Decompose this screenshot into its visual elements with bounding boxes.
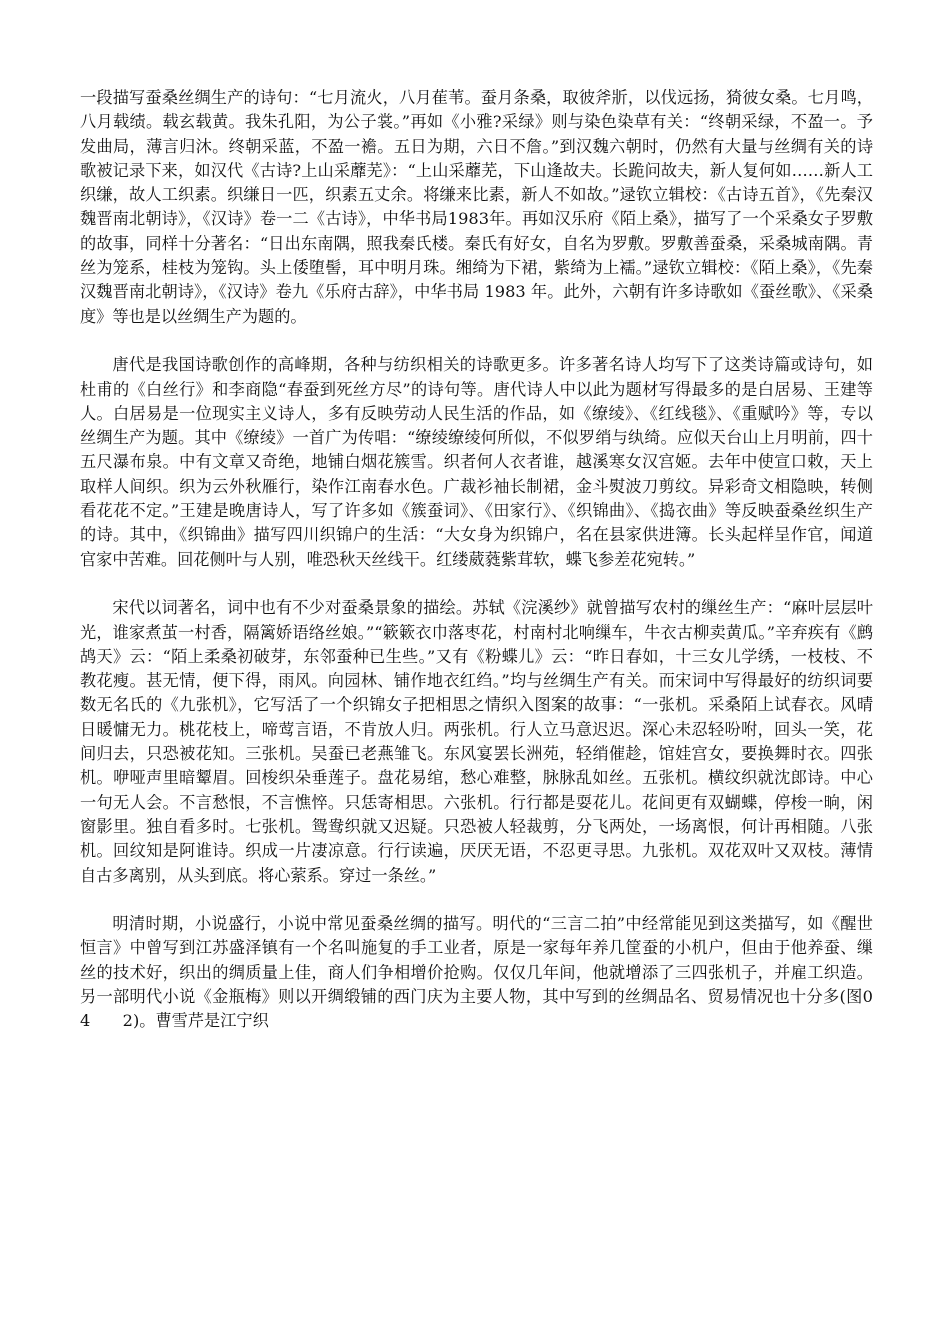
paragraph-1: 一段描写蚕桑丝绸生产的诗句：“七月流火，八月萑苇。蚕月条桑，取彼斧斨，以伐远扬，猗彼女桑。七月鸣，八月载绩。载玄载黄。我朱孔阳，为公子裳。”再如《小雅?采绿》则与染色染草有关：“终朝采绿，不盈一。予发曲局，薄言归沐。终朝采蓝，不盈一襜。五日为期，六日不詹。”到汉魏六朝时，仍然有大量与丝绸有关的诗歌被记录下来，如汉代《古诗?上山采蘼芜》：“上山采蘼芜，下山逢故夫。长跪问故夫，新人复何如……新人工织缣，故人工织素。织缣日一匹，织素五丈余。将缣来比素，新人不如故。”逯钦立辑校：《古诗五首》，《先秦汉魏晋南北朝诗》，《汉诗》卷一二《古诗》，中华书局1983年。再如汉乐府《陌上桑》，描写了一个采桑女子罗敷的故事，同样十分著名：“日出东南隅，照我秦氏楼。秦氏有好女，自名为罗敷。罗敷善蚕桑，采桑城南隅。青丝为笼系，桂枝为笼钩。头上倭堕髻，耳中明月珠。缃绮为下裙，紫绮为上襦。”逯钦立辑校：《陌上桑》，《先秦汉魏晋南北朝诗》，《汉诗》卷九《乐府古辞》，中华书局 1983 年。此外，六朝有许多诗歌如《蚕丝歌》、《采桑度》等也是以丝绸生产为题的。	[80, 88, 873, 326]
paragraph-3: 宋代以词著名，词中也有不少对蚕桑景象的描绘。苏轼《浣溪纱》就曾描写农村的缫丝生产：“麻叶层层叶光，谁家煮茧一村香，隔篱娇语络丝娘。”“簌簌衣巾落枣花，村南村北响缫车，牛衣古柳卖黄瓜。”辛弃疾有《鹧鸪天》云：“陌上柔桑初破芽，东邻蚕种已生些。”又有《粉蝶儿》云：“昨日春如，十三女儿学绣，一枝枝、不教花瘦。甚无情，便下得，雨风。向园林、铺作地衣红绉。”均与丝绸生产有关。而宋词中写得最好的纺织词要数无名氏的《九张机》，它写活了一个织锦女子把相思之情织入图案的故事：“一张机。采桑陌上试春衣。风晴日暖慵无力。桃花枝上，啼莺言语，不肯放人归。两张机。行人立马意迟迟。深心未忍轻吩咐，回头一笑，花间归去，只恐被花知。三张机。吴蚕已老燕雏飞。东风宴罢长洲苑，轻绡催趁，馆娃宫女，要换舞时衣。四张机。咿哑声里暗颦眉。回梭织朵垂莲子。盘花易绾，愁心难整，脉脉乱如丝。五张机。横纹织就沈郎诗。中心一句无人会。不言愁恨，不言憔悴。只恁寄相思。六张机。行行都是耍花儿。花间更有双蝴蝶，停梭一晌，闲窗影里。独自看多时。七张机。鸳鸯织就又迟疑。只恐被人轻裁剪，分飞两处，一场离恨，何计再相随。八张机。回纹知是阿谁诗。织成一片凄凉意。行行读遍，厌厌无语，不忍更寻思。九张机。双花双叶又双枝。薄情自古多离别，从头到底。将心萦系。穿过一条丝。”	[80, 598, 873, 885]
document-page	[80, 86, 906, 1058]
paragraph-2: 唐代是我国诗歌创作的高峰期，各种与纺织相关的诗歌更多。许多著名诗人均写下了这类诗篇或诗句，如杜甫的《白丝行》和李商隐“春蚕到死丝方尽”的诗句等。唐代诗人中以此为题材写得最多的是白居易、王建等人。白居易是一位现实主义诗人，多有反映劳动人民生活的作品，如《缭绫》、《红线毯》、《重赋吟》等，专以丝绸生产为题。其中《缭绫》一首广为传唱：“缭绫缭绫何所似，不似罗绡与纨绮。应似天台山上月明前，四十五尺瀑布泉。中有文章又奇绝，地铺白烟花簇雪。织者何人衣者谁，越溪寒女汉宫姬。去年中使宣口敕，天上取样人间织。织为云外秋雁行，染作江南春水色。广裁衫袖长制裙，金斗熨波刀剪纹。异彩奇文相隐映，转侧看花花不定。”王建是晚唐诗人，写了许多如《簇蚕词》、《田家行》、《织锦曲》、《捣衣曲》等反映蚕桑丝织生产的诗。其中，《织锦曲》描写四川织锦户的生活：“大女身为织锦户，名在县家供进簿。长头起样呈作官，闻道官家中苦难。回花侧叶与人别，唯恐秋天丝线干。红缕葳蕤紫茸软，蝶飞参差花宛转。”	[80, 355, 873, 569]
paragraph-4: 明清时期，小说盛行，小说中常见蚕桑丝绸的描写。明代的“三言二拍”中经常能见到这类描写，如《醒世恒言》中曾写到江苏盛泽镇有一个名叫施复的手工业者，原是一家每年养几筐蚕的小机户，但由于他养蚕、缫丝的技术好，织出的绸质量上佳，商人们争相增价抢购。仅仅几年间，他就增添了三四张机子，并雇工织造。另一部明代小说《金瓶梅》则以开绸缎铺的西门庆为主要人物，其中写到的丝绸品名、贸易情况也十分多(图0 4 2)。曹雪芹是江宁织	[80, 914, 906, 1031]
